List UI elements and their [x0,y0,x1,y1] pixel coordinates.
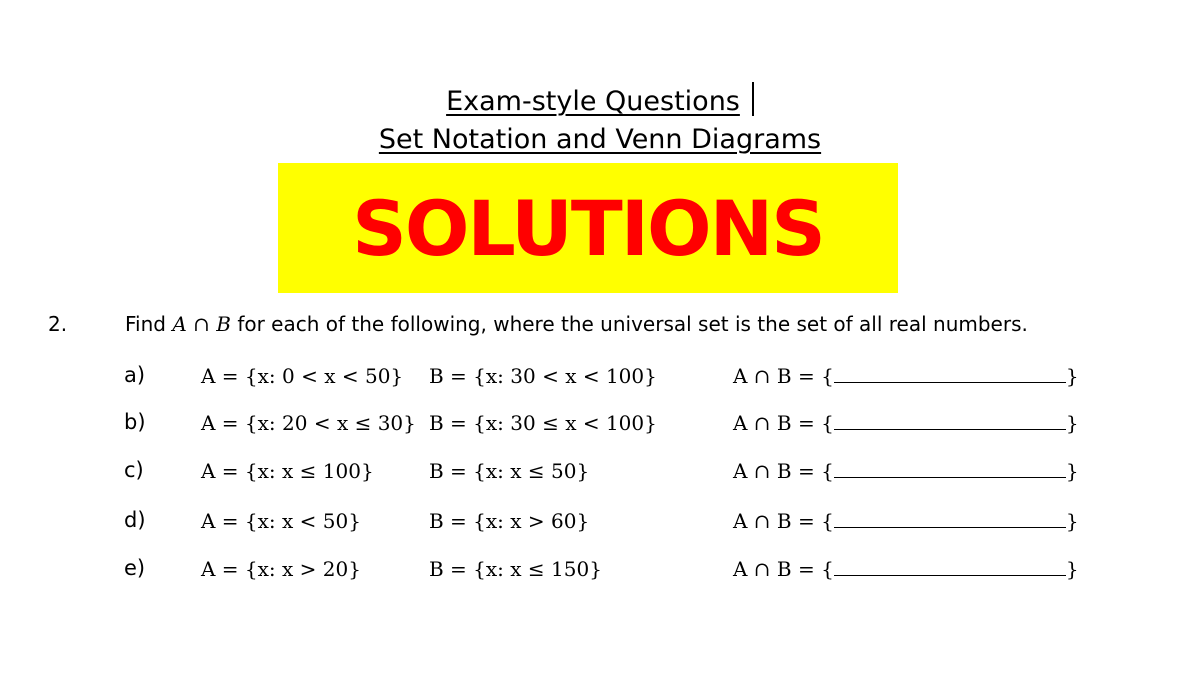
question-part-d [0,508,1200,538]
set-b-definition: B = {x: x > 60} [429,509,590,533]
answer-suffix: } [1065,509,1079,533]
answer-suffix: } [1065,411,1079,435]
set-b-definition: B = {x: x ≤ 50} [429,459,590,483]
answer-field [733,411,1079,435]
part-label: c) [124,458,144,482]
answer-field [733,459,1079,483]
answer-field [733,509,1079,533]
answer-prefix: A ∩ B = { [733,411,834,435]
set-a-definition: A = {x: 0 < x < 50} [201,364,404,388]
set-b-definition: B = {x: 30 ≤ x < 100} [429,411,657,435]
question-part-b [0,410,1200,440]
answer-suffix: } [1065,557,1079,581]
part-label: d) [124,508,146,532]
solutions-banner [278,163,898,293]
question-number: 2. [48,312,68,336]
text-cursor [752,82,754,116]
answer-blank [834,411,1066,430]
set-a-definition: A = {x: x > 20} [201,557,361,581]
part-label: a) [124,363,146,387]
question-part-a [0,363,1200,393]
prompt-text-after: for each of the following, where the universal set is the set of all real numbers. [230,312,1028,336]
answer-blank [834,557,1066,576]
part-label: b) [124,410,146,434]
worksheet-title [0,82,1200,118]
set-a-definition: A = {x: x ≤ 100} [201,459,374,483]
set-b-definition: B = {x: 30 < x < 100} [429,364,657,388]
question-part-c [0,458,1200,488]
answer-blank [834,509,1066,528]
question-prompt [125,312,1028,336]
subtitle-text: Set Notation and Venn Diagrams [378,124,822,155]
answer-suffix: } [1065,364,1079,388]
banner-text: SOLUTIONS [352,183,824,273]
prompt-text-before: Find [125,312,173,336]
set-a-definition: A = {x: 20 < x ≤ 30} [201,411,416,435]
answer-prefix: A ∩ B = { [733,557,834,581]
answer-prefix: A ∩ B = { [733,459,834,483]
answer-field [733,557,1079,581]
set-a-definition: A = {x: x < 50} [201,509,361,533]
part-label: e) [124,556,146,580]
answer-suffix: } [1065,459,1079,483]
set-b-definition: B = {x: x ≤ 150} [429,557,602,581]
answer-blank [834,364,1066,383]
prompt-math: A ∩ B [172,312,231,336]
answer-field [733,364,1079,388]
answer-blank [834,459,1066,478]
title-text: Exam-style Questions [446,86,740,117]
answer-prefix: A ∩ B = { [733,364,834,388]
answer-prefix: A ∩ B = { [733,509,834,533]
worksheet-subtitle [0,124,1200,156]
question-part-e [0,556,1200,586]
